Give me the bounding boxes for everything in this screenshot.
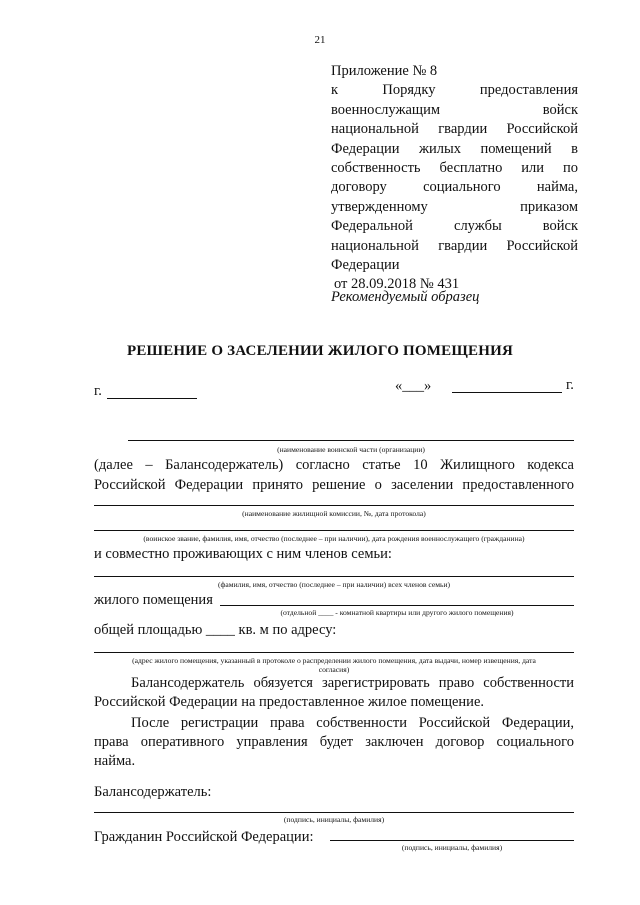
balance-holder-label: Балансодержатель:	[94, 784, 212, 800]
appendix-line: Приложение № 8	[331, 63, 438, 79]
family-field[interactable]	[94, 576, 574, 577]
paragraph-line: Российской Федерации на предоставленное жилое помещение.	[94, 694, 484, 710]
balance-holder-signature-field[interactable]	[94, 812, 574, 813]
balance-sign-caption: (подпись, инициалы, фамилия)	[283, 815, 385, 824]
appendix-line: утвержденному приказом	[331, 198, 578, 215]
appendix-line: Федеральной службы войск	[331, 218, 578, 235]
appendix-line: Федерации жилых помещений в	[331, 140, 578, 157]
citizen-sign-caption: (подпись, инициалы, фамилия)	[401, 843, 503, 852]
unit-caption: (наименование воинской части (организации)	[277, 445, 425, 454]
paragraph-line: Балансодержатель обязуется зарегистрировать право собственности	[131, 675, 574, 691]
appendix-line: национальной гвардии Российской	[331, 121, 578, 138]
appendix-line: договору социального найма,	[331, 179, 578, 196]
appendix-block	[331, 62, 578, 295]
premises-label: жилого помещения	[94, 592, 213, 608]
paragraph-line: Российской Федерации принято решение о заселении предоставленного	[94, 477, 574, 493]
appendix-line: к Порядку предоставления	[331, 82, 578, 99]
serviceman-caption: (воинское звание, фамилия, имя, отчество (последнее – при наличии), дата рождения военнослужащего (гражданина)	[143, 534, 525, 543]
city-prefix: г.	[94, 383, 102, 399]
date-day: «___»	[395, 378, 432, 394]
family-text: и совместно проживающих с ним членов семьи:	[94, 546, 392, 562]
year-suffix: г.	[566, 377, 574, 393]
paragraph-line: права оперативного управления будет заключен договор социального	[94, 734, 574, 750]
unit-field[interactable]	[128, 440, 574, 441]
citizen-label: Гражданин Российской Федерации:	[94, 829, 314, 845]
address-field[interactable]	[94, 652, 574, 653]
appendix-line: Федерации	[331, 257, 400, 274]
paragraph-line: (далее – Балансодержатель) согласно статье 10 Жилищного кодекса	[94, 457, 574, 473]
area-text: общей площадью ____ кв. м по адресу:	[94, 622, 337, 638]
citizen-signature-field[interactable]	[330, 840, 574, 841]
paragraph-line: найма.	[94, 753, 136, 769]
address-caption-2: согласия)	[318, 665, 350, 674]
appendix-date: от 28.09.2018 № 431	[334, 276, 460, 293]
appendix-line: национальной гвардии Российской	[331, 237, 578, 254]
date-month-field[interactable]	[452, 392, 562, 393]
city-field[interactable]	[107, 398, 197, 399]
flat-type-caption: (отдельной ____ - комнатной квартиры или другого жилого помещения)	[280, 608, 514, 617]
family-caption: (фамилия, имя, отчество (последнее – при наличии) всех членов семьи)	[217, 580, 451, 589]
commission-field[interactable]	[94, 505, 574, 506]
premises-field[interactable]	[220, 605, 574, 606]
appendix-line: собственность бесплатно или по	[331, 160, 578, 177]
serviceman-field[interactable]	[94, 530, 574, 531]
recommended-sample: Рекомендуемый образец	[331, 289, 480, 305]
commission-caption: (наименование жилищной комиссии, №, дата протокола)	[242, 509, 426, 518]
paragraph-line: После регистрации права собственности Российской Федерации,	[131, 715, 574, 731]
appendix-line: военнослужащим войск	[331, 101, 578, 118]
address-caption: (адрес жилого помещения, указанный в протоколе о распределении жилого помещения, дата выдачи, номер извещения, дата	[132, 656, 536, 665]
page-number: 21	[314, 34, 326, 46]
document-title: РЕШЕНИЕ О ЗАСЕЛЕНИИ ЖИЛОГО ПОМЕЩЕНИЯ	[126, 343, 513, 359]
